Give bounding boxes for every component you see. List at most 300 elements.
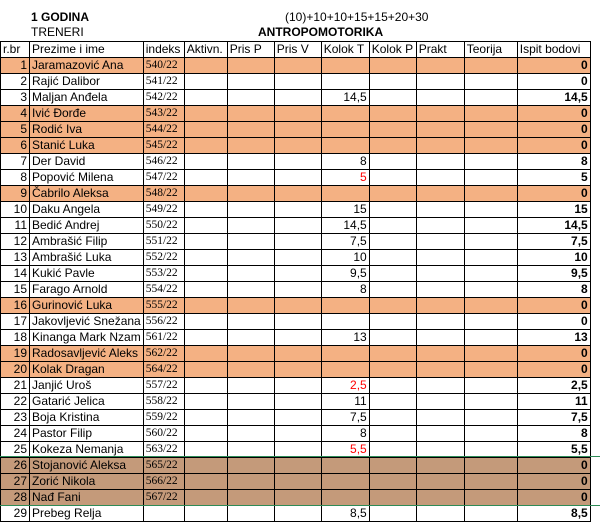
cell-ispit-bodovi[interactable]: 13	[517, 330, 590, 346]
cell-kolok-t[interactable]: 15	[321, 202, 369, 218]
col-header-pris-v[interactable]: Pris V	[274, 42, 321, 58]
cell-index[interactable]: 553/22	[143, 266, 184, 282]
cell-prakt[interactable]	[416, 362, 464, 378]
cell-aktivn[interactable]	[184, 154, 227, 170]
cell-prakt[interactable]	[416, 74, 464, 90]
cell-teorija[interactable]	[464, 106, 517, 122]
cell-aktivn[interactable]	[184, 394, 227, 410]
cell-pris-p[interactable]	[227, 250, 274, 266]
cell-aktivn[interactable]	[184, 106, 227, 122]
cell-name[interactable]: Maljan Anđela	[30, 90, 144, 106]
cell-kolok-p[interactable]	[369, 362, 416, 378]
cell-aktivn[interactable]	[184, 266, 227, 282]
cell-kolok-t[interactable]: 13	[321, 330, 369, 346]
cell-teorija[interactable]	[464, 330, 517, 346]
cell-teorija[interactable]	[464, 378, 517, 394]
cell-name[interactable]: Rodić Iva	[30, 122, 144, 138]
cell-prakt[interactable]	[416, 106, 464, 122]
cell-kolok-t[interactable]	[321, 458, 369, 474]
cell-teorija[interactable]	[464, 74, 517, 90]
cell-rbr[interactable]: 27	[1, 474, 30, 490]
cell-prakt[interactable]	[416, 122, 464, 138]
cell-ispit-bodovi[interactable]: 0	[517, 346, 590, 362]
cell-kolok-t[interactable]	[321, 474, 369, 490]
cell-kolok-p[interactable]	[369, 234, 416, 250]
cell-kolok-t[interactable]: 8,5	[321, 506, 369, 522]
cell-kolok-t[interactable]	[321, 490, 369, 506]
cell-pris-v[interactable]	[274, 506, 321, 522]
cell-aktivn[interactable]	[184, 202, 227, 218]
cell-pris-v[interactable]	[274, 474, 321, 490]
cell-kolok-t[interactable]: 5,5	[321, 442, 369, 458]
cell-rbr[interactable]: 10	[1, 202, 30, 218]
points-formula[interactable]: (10)+10+10+15+15+20+30	[285, 10, 429, 24]
cell-name[interactable]: Zorić Nikola	[30, 474, 144, 490]
cell-teorija[interactable]	[464, 186, 517, 202]
cell-pris-v[interactable]	[274, 202, 321, 218]
cell-index[interactable]: 547/22	[143, 170, 184, 186]
cell-kolok-p[interactable]	[369, 170, 416, 186]
cell-prakt[interactable]	[416, 282, 464, 298]
cell-pris-p[interactable]	[227, 186, 274, 202]
cell-aktivn[interactable]	[184, 90, 227, 106]
cell-ispit-bodovi[interactable]: 0	[517, 58, 590, 74]
cell-index[interactable]: 550/22	[143, 218, 184, 234]
cell-index[interactable]: 544/22	[143, 122, 184, 138]
cell-ispit-bodovi[interactable]: 8	[517, 282, 590, 298]
cell-teorija[interactable]	[464, 138, 517, 154]
cell-rbr[interactable]: 26	[1, 458, 30, 474]
col-header-teorija[interactable]: Teorija	[464, 42, 517, 58]
cell-kolok-t[interactable]: 14,5	[321, 218, 369, 234]
cell-name[interactable]: Farago Arnold	[30, 282, 144, 298]
cell-pris-v[interactable]	[274, 314, 321, 330]
cell-rbr[interactable]: 19	[1, 346, 30, 362]
cell-pris-p[interactable]	[227, 122, 274, 138]
cell-name[interactable]: Gatarić Jelica	[30, 394, 144, 410]
cell-prakt[interactable]	[416, 186, 464, 202]
cell-pris-p[interactable]	[227, 58, 274, 74]
cell-aktivn[interactable]	[184, 458, 227, 474]
cell-kolok-p[interactable]	[369, 378, 416, 394]
cell-teorija[interactable]	[464, 490, 517, 506]
cell-pris-p[interactable]	[227, 410, 274, 426]
cell-teorija[interactable]	[464, 410, 517, 426]
cell-kolok-p[interactable]	[369, 282, 416, 298]
cell-ispit-bodovi[interactable]: 0	[517, 74, 590, 90]
cell-pris-p[interactable]	[227, 282, 274, 298]
cell-kolok-p[interactable]	[369, 298, 416, 314]
cell-rbr[interactable]: 8	[1, 170, 30, 186]
col-header-pris-p[interactable]: Pris P	[227, 42, 274, 58]
cell-pris-v[interactable]	[274, 330, 321, 346]
cell-index[interactable]: 558/22	[143, 394, 184, 410]
cell-pris-p[interactable]	[227, 314, 274, 330]
cell-pris-v[interactable]	[274, 426, 321, 442]
cell-name[interactable]: Stojanović Aleksa	[30, 458, 144, 474]
cell-pris-p[interactable]	[227, 458, 274, 474]
cell-kolok-t[interactable]	[321, 74, 369, 90]
cell-prakt[interactable]	[416, 58, 464, 74]
cell-prakt[interactable]	[416, 474, 464, 490]
cell-teorija[interactable]	[464, 458, 517, 474]
cell-ispit-bodovi[interactable]: 14,5	[517, 90, 590, 106]
cell-teorija[interactable]	[464, 362, 517, 378]
cell-aktivn[interactable]	[184, 490, 227, 506]
cell-rbr[interactable]: 23	[1, 410, 30, 426]
cell-pris-p[interactable]	[227, 330, 274, 346]
cell-index[interactable]: 554/22	[143, 282, 184, 298]
cell-rbr[interactable]: 20	[1, 362, 30, 378]
cell-pris-p[interactable]	[227, 74, 274, 90]
cell-prakt[interactable]	[416, 378, 464, 394]
cell-kolok-t[interactable]: 7,5	[321, 234, 369, 250]
cell-rbr[interactable]: 28	[1, 490, 30, 506]
cell-teorija[interactable]	[464, 218, 517, 234]
cell-index[interactable]: 549/22	[143, 202, 184, 218]
cell-name[interactable]: Rajić Dalibor	[30, 74, 144, 90]
cell-aktivn[interactable]	[184, 410, 227, 426]
cell-index[interactable]: 562/22	[143, 346, 184, 362]
cell-pris-p[interactable]	[227, 106, 274, 122]
cell-pris-p[interactable]	[227, 426, 274, 442]
cell-ispit-bodovi[interactable]: 9,5	[517, 266, 590, 282]
cell-name[interactable]: Kokeza Nemanja	[30, 442, 144, 458]
cell-pris-p[interactable]	[227, 266, 274, 282]
cell-name[interactable]: Kukić Pavle	[30, 266, 144, 282]
cell-prakt[interactable]	[416, 154, 464, 170]
cell-teorija[interactable]	[464, 506, 517, 522]
cell-name[interactable]: Kinanga Mark Nzam	[30, 330, 144, 346]
cell-ispit-bodovi[interactable]: 10	[517, 250, 590, 266]
cell-kolok-t[interactable]: 8	[321, 154, 369, 170]
cell-aktivn[interactable]	[184, 506, 227, 522]
cell-name[interactable]: Jakovljević Snežana	[30, 314, 144, 330]
cell-teorija[interactable]	[464, 298, 517, 314]
cell-kolok-p[interactable]	[369, 90, 416, 106]
cell-kolok-p[interactable]	[369, 490, 416, 506]
cell-teorija[interactable]	[464, 426, 517, 442]
year-label[interactable]: 1 GODINA	[31, 10, 90, 24]
cell-index[interactable]: 565/22	[143, 458, 184, 474]
cell-pris-v[interactable]	[274, 58, 321, 74]
cell-kolok-t[interactable]: 9,5	[321, 266, 369, 282]
cell-name[interactable]: Pastor Filip	[30, 426, 144, 442]
cell-prakt[interactable]	[416, 330, 464, 346]
cell-kolok-t[interactable]	[321, 138, 369, 154]
cell-rbr[interactable]: 29	[1, 506, 30, 522]
cell-teorija[interactable]	[464, 474, 517, 490]
cell-ispit-bodovi[interactable]: 7,5	[517, 234, 590, 250]
col-header-prakt[interactable]: Prakt	[416, 42, 464, 58]
cell-index[interactable]: 546/22	[143, 154, 184, 170]
cell-ispit-bodovi[interactable]: 14,5	[517, 218, 590, 234]
cell-kolok-t[interactable]: 10	[321, 250, 369, 266]
cell-prakt[interactable]	[416, 458, 464, 474]
cell-index[interactable]: 552/22	[143, 250, 184, 266]
cell-aktivn[interactable]	[184, 330, 227, 346]
cell-name[interactable]: Prebeg Relja	[30, 506, 144, 522]
cell-aktivn[interactable]	[184, 282, 227, 298]
cell-pris-v[interactable]	[274, 250, 321, 266]
cell-aktivn[interactable]	[184, 234, 227, 250]
cell-index[interactable]: 564/22	[143, 362, 184, 378]
cell-kolok-t[interactable]	[321, 362, 369, 378]
cell-kolok-p[interactable]	[369, 426, 416, 442]
cell-kolok-t[interactable]	[321, 122, 369, 138]
cell-index[interactable]: 545/22	[143, 138, 184, 154]
cell-kolok-p[interactable]	[369, 138, 416, 154]
cell-index[interactable]: 561/22	[143, 330, 184, 346]
cell-pris-v[interactable]	[274, 410, 321, 426]
cell-pris-v[interactable]	[274, 74, 321, 90]
subject-title[interactable]: ANTROPOMOTORIKA	[258, 25, 384, 39]
cell-kolok-p[interactable]	[369, 314, 416, 330]
cell-teorija[interactable]	[464, 234, 517, 250]
cell-rbr[interactable]: 7	[1, 154, 30, 170]
cell-pris-v[interactable]	[274, 138, 321, 154]
cell-kolok-p[interactable]	[369, 474, 416, 490]
cell-aktivn[interactable]	[184, 170, 227, 186]
cell-kolok-p[interactable]	[369, 250, 416, 266]
cell-pris-v[interactable]	[274, 362, 321, 378]
cell-aktivn[interactable]	[184, 218, 227, 234]
cell-prakt[interactable]	[416, 170, 464, 186]
cell-ispit-bodovi[interactable]: 0	[517, 362, 590, 378]
cell-teorija[interactable]	[464, 90, 517, 106]
cell-pris-v[interactable]	[274, 490, 321, 506]
cell-kolok-p[interactable]	[369, 410, 416, 426]
cell-aktivn[interactable]	[184, 58, 227, 74]
cell-pris-p[interactable]	[227, 202, 274, 218]
col-header-kolok-t[interactable]: Kolok T	[321, 42, 369, 58]
cell-pris-v[interactable]	[274, 186, 321, 202]
cell-teorija[interactable]	[464, 170, 517, 186]
cell-aktivn[interactable]	[184, 474, 227, 490]
cell-rbr[interactable]: 24	[1, 426, 30, 442]
cell-index[interactable]: 556/22	[143, 314, 184, 330]
cell-ispit-bodovi[interactable]: 0	[517, 298, 590, 314]
cell-index[interactable]: 563/22	[143, 442, 184, 458]
cell-kolok-t[interactable]	[321, 106, 369, 122]
cell-prakt[interactable]	[416, 410, 464, 426]
cell-index[interactable]: 551/22	[143, 234, 184, 250]
cell-pris-p[interactable]	[227, 474, 274, 490]
cell-prakt[interactable]	[416, 346, 464, 362]
cell-rbr[interactable]: 9	[1, 186, 30, 202]
cell-prakt[interactable]	[416, 138, 464, 154]
cell-name[interactable]: Čabrilo Aleksa	[30, 186, 144, 202]
cell-aktivn[interactable]	[184, 138, 227, 154]
cell-prakt[interactable]	[416, 234, 464, 250]
col-header-kolok-p[interactable]: Kolok P	[369, 42, 416, 58]
cell-name[interactable]: Ivić Đorđe	[30, 106, 144, 122]
cell-ispit-bodovi[interactable]: 5	[517, 170, 590, 186]
cell-rbr[interactable]: 15	[1, 282, 30, 298]
cell-name[interactable]: Stanić Luka	[30, 138, 144, 154]
cell-kolok-p[interactable]	[369, 266, 416, 282]
cell-index[interactable]: 548/22	[143, 186, 184, 202]
col-header-rbr[interactable]: r.br	[1, 42, 30, 58]
cell-prakt[interactable]	[416, 266, 464, 282]
cell-ispit-bodovi[interactable]: 0	[517, 106, 590, 122]
cell-pris-p[interactable]	[227, 378, 274, 394]
cell-rbr[interactable]: 25	[1, 442, 30, 458]
cell-prakt[interactable]	[416, 202, 464, 218]
cell-name[interactable]: Jaramazović Ana	[30, 58, 144, 74]
cell-rbr[interactable]: 16	[1, 298, 30, 314]
cell-ispit-bodovi[interactable]: 0	[517, 474, 590, 490]
cell-index[interactable]: 542/22	[143, 90, 184, 106]
cell-pris-v[interactable]	[274, 266, 321, 282]
cell-teorija[interactable]	[464, 58, 517, 74]
cell-kolok-t[interactable]	[321, 346, 369, 362]
cell-ispit-bodovi[interactable]: 0	[517, 458, 590, 474]
cell-kolok-t[interactable]: 8	[321, 426, 369, 442]
cell-teorija[interactable]	[464, 154, 517, 170]
cell-kolok-p[interactable]	[369, 218, 416, 234]
cell-ispit-bodovi[interactable]: 15	[517, 202, 590, 218]
cell-kolok-p[interactable]	[369, 106, 416, 122]
cell-pris-v[interactable]	[274, 346, 321, 362]
cell-index[interactable]: 555/22	[143, 298, 184, 314]
cell-teorija[interactable]	[464, 346, 517, 362]
cell-kolok-t[interactable]: 14,5	[321, 90, 369, 106]
cell-name[interactable]: Popović Milena	[30, 170, 144, 186]
cell-rbr[interactable]: 14	[1, 266, 30, 282]
cell-aktivn[interactable]	[184, 186, 227, 202]
cell-ispit-bodovi[interactable]: 0	[517, 122, 590, 138]
cell-ispit-bodovi[interactable]: 5,5	[517, 442, 590, 458]
cell-index[interactable]	[143, 506, 184, 522]
cell-prakt[interactable]	[416, 426, 464, 442]
cell-pris-p[interactable]	[227, 170, 274, 186]
cell-name[interactable]: Gurinović Luka	[30, 298, 144, 314]
col-header-index[interactable]: indeks	[143, 42, 184, 58]
cell-ispit-bodovi[interactable]: 8,5	[517, 506, 590, 522]
cell-teorija[interactable]	[464, 282, 517, 298]
cell-name[interactable]: Ambrašić Luka	[30, 250, 144, 266]
cell-teorija[interactable]	[464, 394, 517, 410]
cell-ispit-bodovi[interactable]: 7,5	[517, 410, 590, 426]
cell-pris-v[interactable]	[274, 218, 321, 234]
cell-index[interactable]: 567/22	[143, 490, 184, 506]
cell-pris-p[interactable]	[227, 90, 274, 106]
cell-prakt[interactable]	[416, 506, 464, 522]
cell-prakt[interactable]	[416, 90, 464, 106]
col-header-name[interactable]: Prezime i ime	[30, 42, 144, 58]
cell-pris-p[interactable]	[227, 394, 274, 410]
cell-kolok-t[interactable]: 8	[321, 282, 369, 298]
cell-pris-p[interactable]	[227, 234, 274, 250]
cell-pris-v[interactable]	[274, 378, 321, 394]
cell-aktivn[interactable]	[184, 74, 227, 90]
cell-name[interactable]: Kolak Dragan	[30, 362, 144, 378]
cell-aktivn[interactable]	[184, 314, 227, 330]
cell-rbr[interactable]: 22	[1, 394, 30, 410]
cell-pris-v[interactable]	[274, 122, 321, 138]
cell-index[interactable]: 566/22	[143, 474, 184, 490]
cell-pris-v[interactable]	[274, 234, 321, 250]
cell-pris-v[interactable]	[274, 90, 321, 106]
cell-rbr[interactable]: 11	[1, 218, 30, 234]
cell-kolok-p[interactable]	[369, 458, 416, 474]
cell-name[interactable]: Bedić Andrej	[30, 218, 144, 234]
cell-pris-v[interactable]	[274, 458, 321, 474]
cell-prakt[interactable]	[416, 250, 464, 266]
cell-aktivn[interactable]	[184, 298, 227, 314]
cell-kolok-t[interactable]: 7,5	[321, 410, 369, 426]
cell-rbr[interactable]: 17	[1, 314, 30, 330]
cell-kolok-t[interactable]	[321, 314, 369, 330]
cell-kolok-t[interactable]: 2,5	[321, 378, 369, 394]
cell-prakt[interactable]	[416, 394, 464, 410]
cell-rbr[interactable]: 12	[1, 234, 30, 250]
cell-pris-v[interactable]	[274, 106, 321, 122]
cell-kolok-p[interactable]	[369, 394, 416, 410]
cell-teorija[interactable]	[464, 202, 517, 218]
cell-index[interactable]: 559/22	[143, 410, 184, 426]
cell-teorija[interactable]	[464, 122, 517, 138]
cell-index[interactable]: 543/22	[143, 106, 184, 122]
cell-name[interactable]: Daku Angela	[30, 202, 144, 218]
cell-teorija[interactable]	[464, 314, 517, 330]
cell-name[interactable]: Nađ Fani	[30, 490, 144, 506]
cell-pris-p[interactable]	[227, 138, 274, 154]
cell-pris-p[interactable]	[227, 490, 274, 506]
cell-name[interactable]: Boja Kristina	[30, 410, 144, 426]
cell-ispit-bodovi[interactable]: 0	[517, 186, 590, 202]
cell-ispit-bodovi[interactable]: 11	[517, 394, 590, 410]
cell-kolok-t[interactable]: 5	[321, 170, 369, 186]
cell-name[interactable]: Ambrašić Filip	[30, 234, 144, 250]
cell-aktivn[interactable]	[184, 378, 227, 394]
cell-prakt[interactable]	[416, 490, 464, 506]
cell-rbr[interactable]: 21	[1, 378, 30, 394]
cell-pris-v[interactable]	[274, 298, 321, 314]
cell-rbr[interactable]: 3	[1, 90, 30, 106]
cell-index[interactable]: 560/22	[143, 426, 184, 442]
cell-teorija[interactable]	[464, 250, 517, 266]
cell-name[interactable]: Janjić Uroš	[30, 378, 144, 394]
cell-rbr[interactable]: 6	[1, 138, 30, 154]
cell-pris-p[interactable]	[227, 298, 274, 314]
cell-ispit-bodovi[interactable]: 0	[517, 490, 590, 506]
cell-pris-v[interactable]	[274, 394, 321, 410]
cell-prakt[interactable]	[416, 218, 464, 234]
cell-aktivn[interactable]	[184, 346, 227, 362]
cell-kolok-p[interactable]	[369, 506, 416, 522]
cell-kolok-t[interactable]	[321, 58, 369, 74]
cell-kolok-t[interactable]	[321, 186, 369, 202]
cell-pris-p[interactable]	[227, 362, 274, 378]
cell-rbr[interactable]: 13	[1, 250, 30, 266]
cell-kolok-p[interactable]	[369, 330, 416, 346]
cell-kolok-p[interactable]	[369, 346, 416, 362]
cell-rbr[interactable]: 5	[1, 122, 30, 138]
cell-prakt[interactable]	[416, 314, 464, 330]
cell-aktivn[interactable]	[184, 426, 227, 442]
col-header-ispit-bodovi[interactable]: Ispit bodovi	[517, 42, 590, 58]
cell-pris-p[interactable]	[227, 218, 274, 234]
cell-index[interactable]: 540/22	[143, 58, 184, 74]
cell-kolok-p[interactable]	[369, 202, 416, 218]
group-label[interactable]: TRENERI	[31, 25, 84, 39]
cell-name[interactable]: Radosavljević Aleks	[30, 346, 144, 362]
cell-pris-v[interactable]	[274, 154, 321, 170]
cell-rbr[interactable]: 1	[1, 58, 30, 74]
cell-kolok-p[interactable]	[369, 74, 416, 90]
